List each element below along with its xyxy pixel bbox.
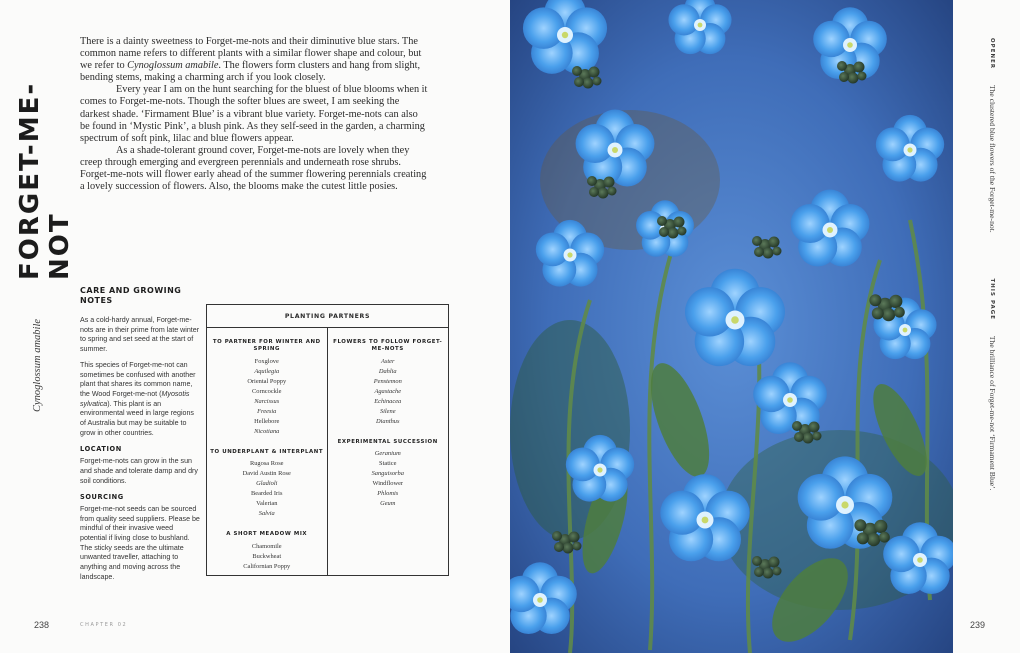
latin-name bbox=[27, 292, 47, 412]
list-item: Geum bbox=[380, 500, 396, 508]
list-item: Penstemon bbox=[373, 377, 402, 385]
meadow-list bbox=[207, 542, 327, 572]
follow-heading: FLOWERS TO FOLLOW FORGET-ME-NOTS bbox=[333, 339, 443, 353]
list-item: Freesia bbox=[257, 407, 277, 415]
list-item: Rugosa Rose bbox=[249, 460, 284, 468]
care-heading: CARE AND GROWING NOTES bbox=[80, 286, 182, 305]
list-item: Buckwheat bbox=[252, 552, 282, 560]
page-title bbox=[15, 40, 75, 280]
title-text: FORGET-ME-NOT bbox=[15, 81, 75, 280]
list-item: Chamomile bbox=[251, 542, 282, 550]
chapter-label: CHAPTER 02 bbox=[80, 622, 128, 628]
list-item: Salvia bbox=[258, 510, 275, 518]
succession-heading: EXPERIMENTAL SUCCESSION bbox=[337, 438, 438, 445]
list-item: Nicotiana bbox=[254, 427, 280, 435]
intro-paragraph-2: Every year I am on the hunt searching for the bluest of blue blooms when it comes to Forget-me-nots. Though the softer blues are sweet, I am seeking the darkest shade. ‘Firmament Blue’ is a vibrant blue variety. Forget-me-nots can also be found in ‘Mystic Pink’, a blush pink. As they self-seed in the garden, a charming spectrum of soft pink, lilac and blue flowers appear. bbox=[80, 84, 428, 144]
opener-caption: The clustered blue flowers of the Forget-me-not. bbox=[988, 84, 997, 233]
list-item: Phlomis bbox=[377, 490, 399, 498]
care-paragraph-2: This species of Forget-me-not can sometimes be confused with another plant that shares its common name, the Wood Forget-me-not (Myosotis sylvatica). This plant is an environmental weed in large regions of Australia but may be suitable to grow in other countries. bbox=[80, 360, 196, 437]
list-item: Aster bbox=[381, 357, 395, 365]
list-item: Corncockle bbox=[252, 387, 282, 395]
sourcing-text: Forget-me-not seeds can be sourced from quality seed suppliers. Please be mindful of their invasive weed potential if living close to bushland. The sticky seeds are the ultimate unwanted traveller, attaching to anything and moving across the landscape. bbox=[80, 504, 200, 581]
list-item: Echinacea bbox=[374, 397, 402, 405]
succession-list bbox=[328, 449, 449, 509]
page-number-right: 239 bbox=[970, 620, 986, 630]
sourcing-heading: SOURCING bbox=[80, 493, 124, 502]
location-heading: LOCATION bbox=[80, 445, 122, 454]
intro-text bbox=[80, 36, 430, 193]
list-item: Windflower bbox=[372, 480, 404, 488]
flower-photo bbox=[510, 0, 953, 653]
this-page-caption: The brilliance of Forget-me-not ‘Firmament Blue’. bbox=[988, 335, 997, 491]
follow-list bbox=[328, 357, 449, 427]
underplant-list bbox=[207, 459, 327, 519]
page-number-left: 238 bbox=[34, 620, 50, 630]
opener-label: OPENER bbox=[989, 38, 995, 70]
care-section bbox=[80, 286, 200, 583]
list-item: Statice bbox=[379, 460, 397, 468]
latin-name-text: Cynoglossum amabile bbox=[31, 318, 43, 412]
intro-paragraph-3: As a shade-tolerant ground cover, Forget-me-nots are lovely when they creep through emerging and evergreen perennials and underneath rose shrubs. Forget-me-nots will flower early ahead of the summer flowering perennials creating a lovely succession of flowers. Also, the blooms make the cutest little posies. bbox=[80, 144, 427, 193]
list-item: Bearded Iris bbox=[251, 490, 283, 498]
list-item: Dianthus bbox=[376, 417, 400, 425]
intro-paragraph-1: There is a dainty sweetness to Forget-me-nots and their diminutive blue stars. The common name refers to different plants with a similar flower shape and colour, but we refer to Cynoglossum amabile. The flowers form clusters and hang from slight, bending stems, making a charming arch if you look closely. bbox=[80, 36, 422, 84]
winter-spring-heading: TO PARTNER FOR WINTER AND SPRING bbox=[212, 339, 321, 353]
list-item: Agastache bbox=[374, 387, 402, 395]
underplant-heading: TO UNDERPLANT & INTERPLANT bbox=[210, 448, 324, 455]
list-item: Valerian bbox=[256, 500, 278, 508]
list-item: Oriental Poppy bbox=[247, 377, 287, 385]
list-item: Aquilegia bbox=[254, 367, 280, 375]
this-page-label: THIS PAGE bbox=[989, 278, 995, 321]
list-item: Hellebore bbox=[254, 417, 280, 425]
planting-partners-box bbox=[206, 304, 449, 576]
list-item: Sanguisorba bbox=[371, 470, 404, 478]
forget-me-not-image bbox=[510, 0, 953, 653]
partners-column-right bbox=[328, 328, 449, 576]
list-item: David Austin Rose bbox=[242, 470, 291, 478]
partners-title: PLANTING PARTNERS bbox=[207, 305, 448, 328]
list-item: Gladioli bbox=[256, 480, 278, 488]
list-item: Silene bbox=[379, 407, 396, 415]
list-item: Californian Poppy bbox=[243, 562, 291, 570]
list-item: Dahlia bbox=[378, 367, 397, 375]
partners-column-left bbox=[207, 328, 328, 576]
care-paragraph-1: As a cold-hardy annual, Forget-me-nots are in their prime from late winter to spring and set seed at the start of summer. bbox=[80, 316, 200, 354]
location-text: Forget-me-nots can grow in the sun and shade and tolerate damp and dry soil conditions. bbox=[80, 457, 198, 485]
winter-spring-list bbox=[207, 357, 327, 437]
list-item: Foxglove bbox=[254, 357, 279, 365]
list-item: Narcissus bbox=[254, 397, 280, 405]
meadow-heading: A SHORT MEADOW MIX bbox=[226, 531, 308, 538]
photo-caption bbox=[975, 38, 997, 598]
list-item: Geranium bbox=[374, 450, 401, 458]
